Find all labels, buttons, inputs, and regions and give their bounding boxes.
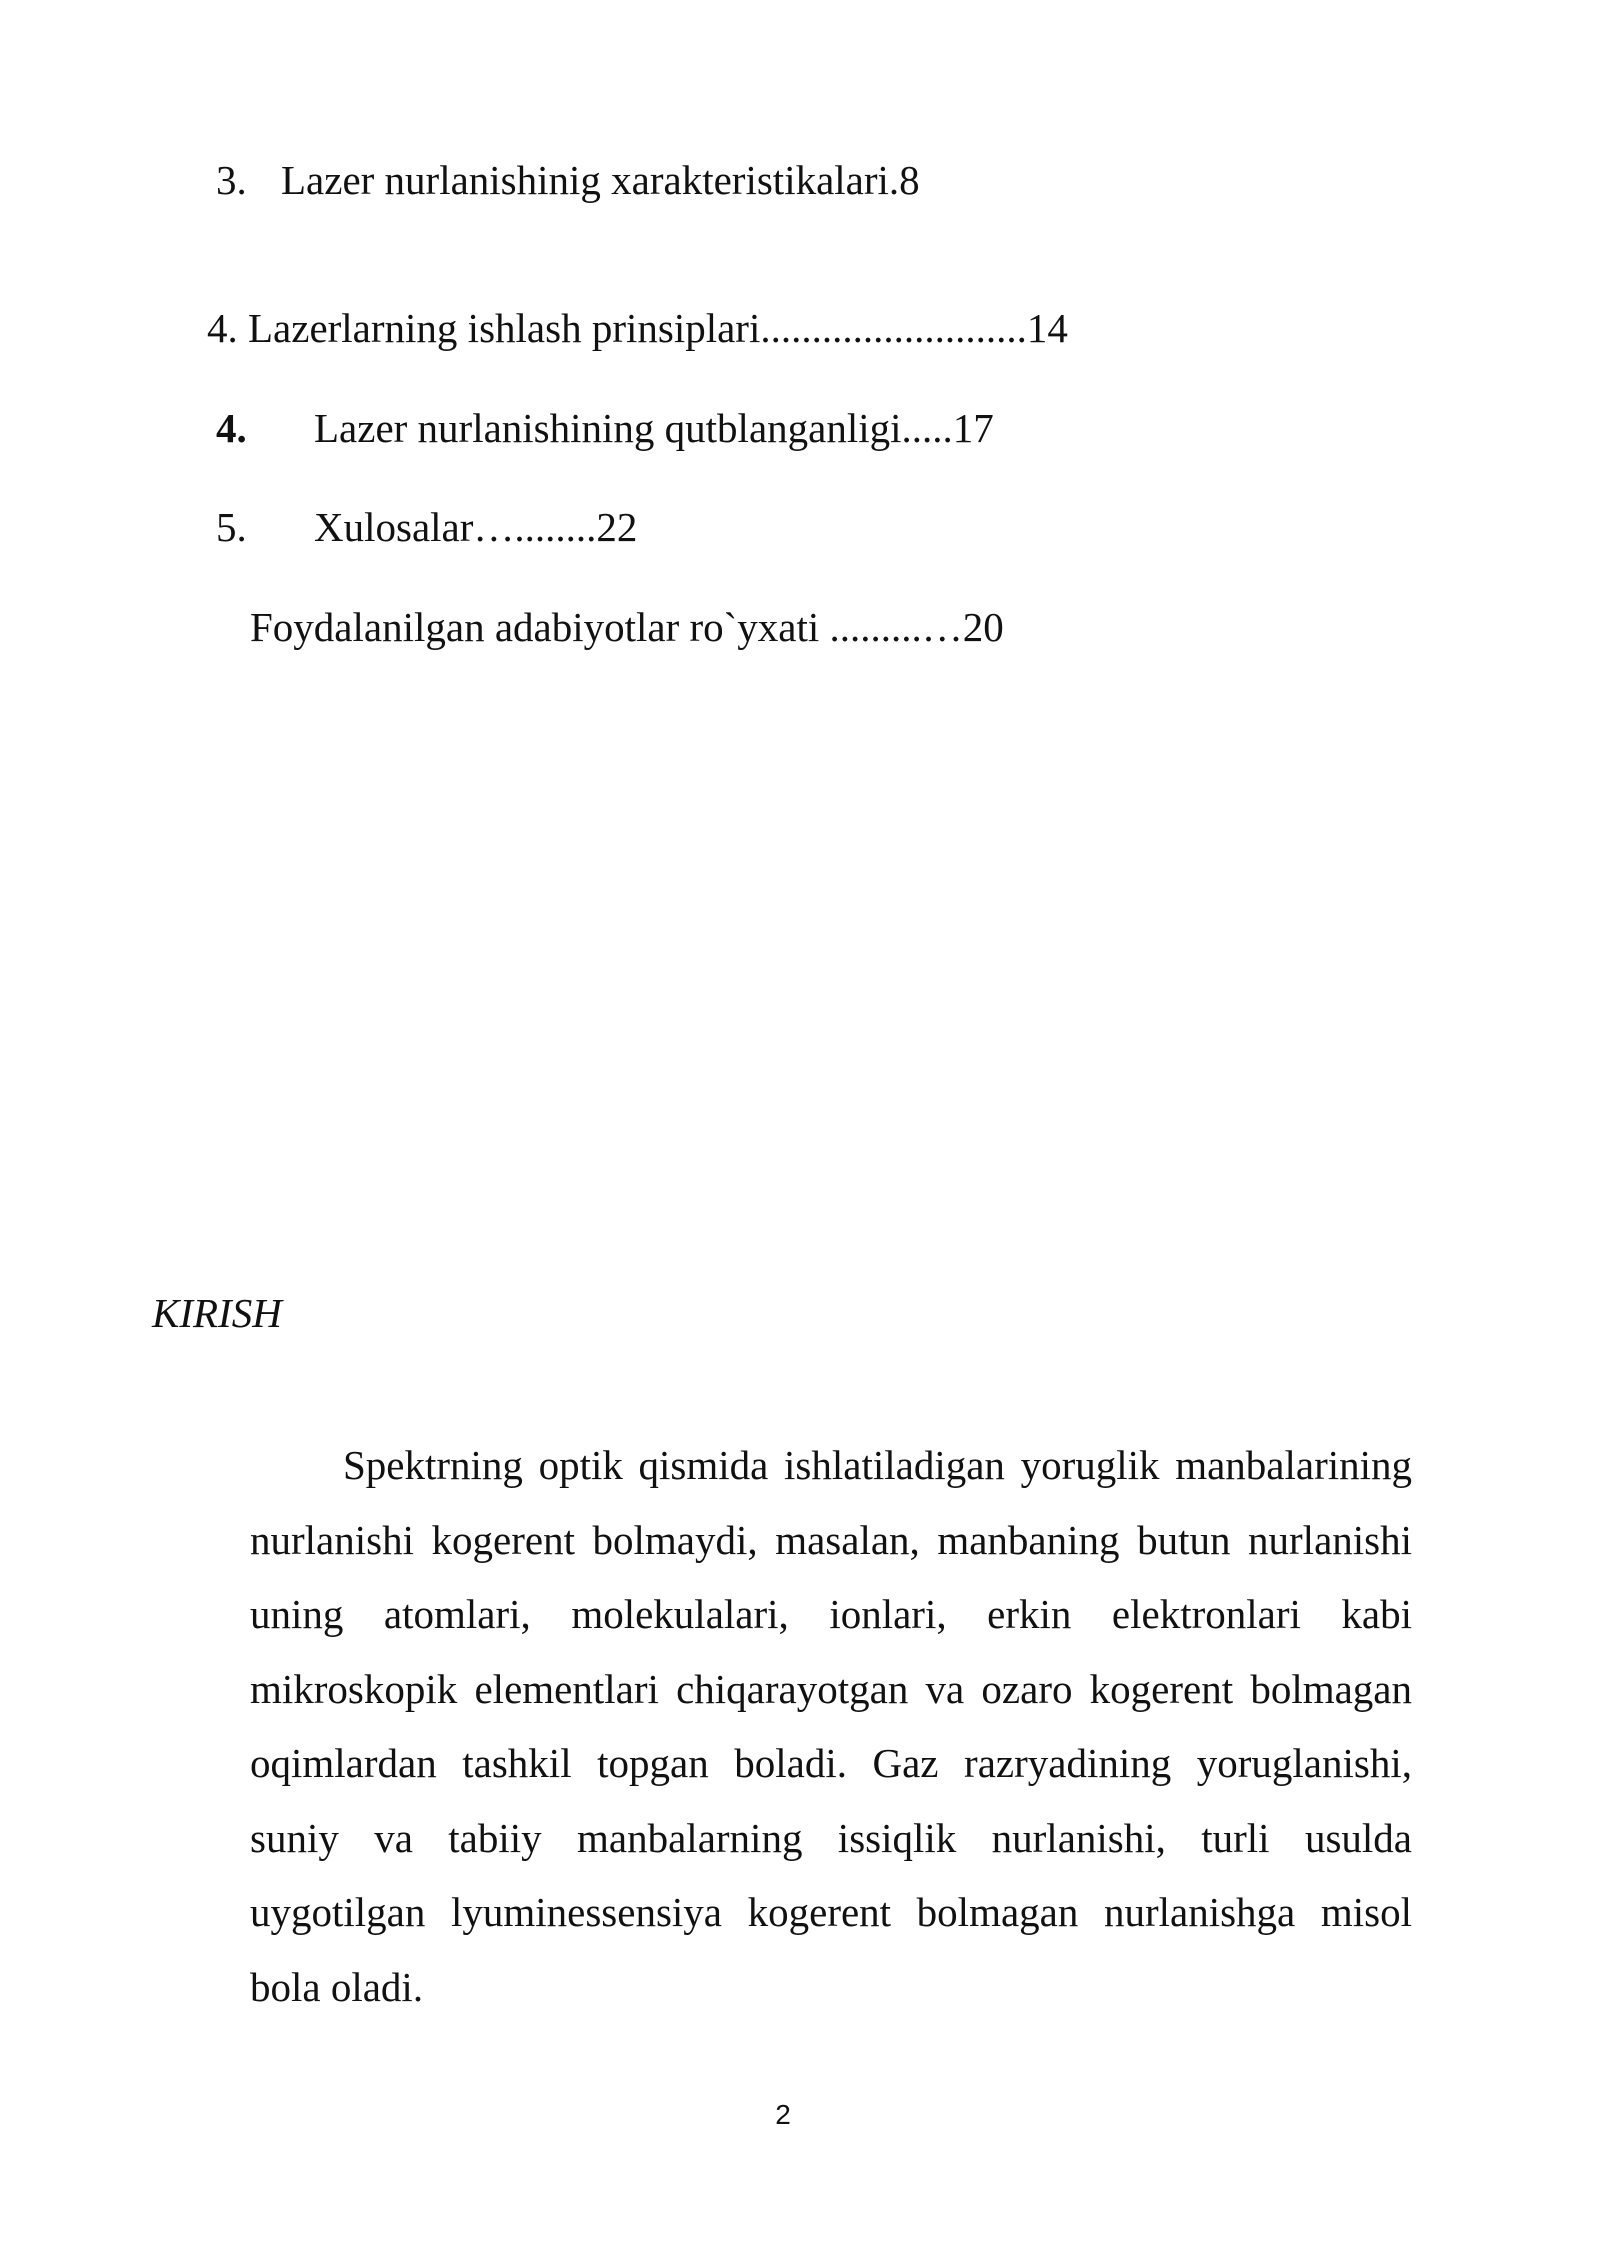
toc-item [250,602,1004,652]
toc-item [216,155,920,205]
section-heading: KIRISH [152,1290,282,1336]
toc-item-number: 3. [216,157,247,203]
toc-item-number: 4. [216,405,247,451]
toc-item-text: 4. Lazerlarning ishlash prinsiplari..........................14 [207,305,1068,351]
toc-item [207,303,1068,353]
toc-item-text: Xulosalar…........22 [314,504,638,550]
toc-item [216,502,637,552]
toc-item-number: 5. [216,504,247,550]
toc-item [216,403,994,453]
page-number: 2 [775,2099,791,2130]
toc-item-text: Lazer nurlanishinig xarakteristikalari.8 [281,157,920,203]
toc-item-text: Lazer nurlanishining qutblanganligi.....17 [314,405,994,451]
body-paragraph: Spektrning optik qismida ishlatiladigan yoruglik manbalarining nurlanishi kogerent bolmaydi, masalan, manbaning butun nurlanishi uning atomlari, molekulalari, ionlari, erkin elektronlari kabi mikroskopik elementlari chiqarayotgan va ozaro kogerent bolmagan oqimlardan tashkil topgan boladi. Gaz razryadining yoruglanishi, suniy va tabiiy manbalarning issiqlik nurlanishi, turli usulda uygotilgan lyuminessensiya kogerent bolmagan nurlanishga misol bola oladi. [250,1442,1412,2010]
toc-item-text: Foydalanilgan adabiyotlar ro`yxati .........…20 [250,604,1004,650]
